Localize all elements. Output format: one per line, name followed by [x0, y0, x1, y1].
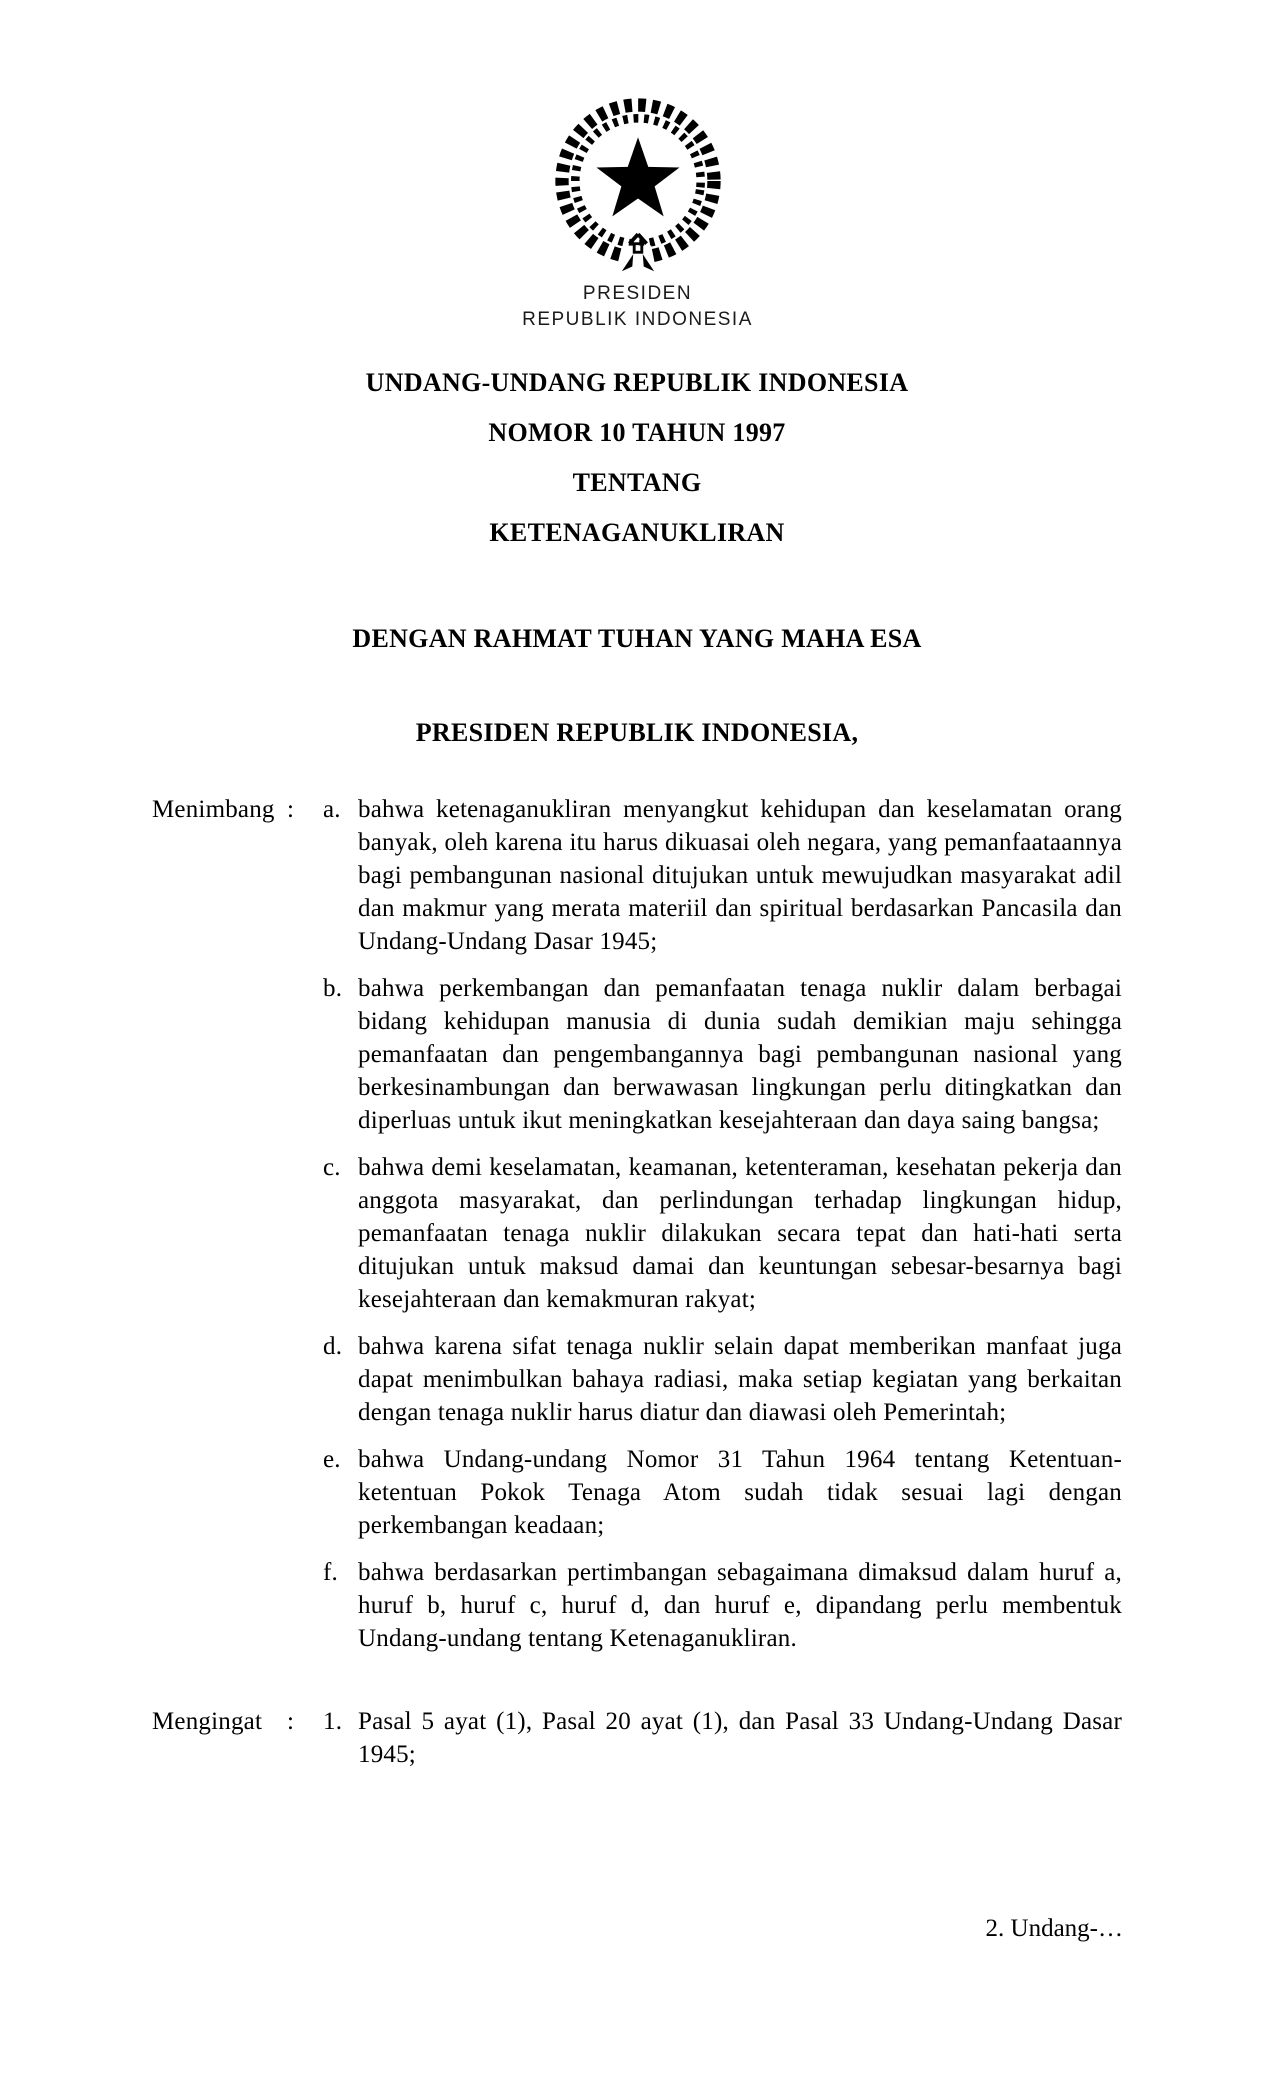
recalling-colon: : [287, 1708, 295, 1735]
item-text: bahwa berdasarkan pertimbangan sebagaimana dimaksud dalam huruf a, huruf b, huruf c, huruf d, dan huruf e, dipandang perlu membentuk Undang-undang tentang Ketenaganukliran. [358, 1559, 1122, 1652]
considering-item-f [323, 1556, 1122, 1655]
item-marker: f. [323, 1559, 338, 1586]
item-text: bahwa ketenaganukliran menyangkut kehidupan dan keselamatan orang banyak, oleh karena itu harus dikuasai oleh negara, yang pemanfaataannya bagi pembangunan nasional ditujukan untuk mewujudkan masyarakat adil dan makmur yang merata materiil dan spiritual berdasarkan Pancasila dan Undang-Undang Dasar 1945; [358, 796, 1122, 955]
considering-section [152, 793, 1122, 1655]
recalling-items [323, 1705, 1122, 1771]
letterhead [0, 0, 1275, 333]
item-text: Pasal 5 ayat (1), Pasal 20 ayat (1), dan Pasal 33 Undang-Undang Dasar 1945; [358, 1708, 1122, 1768]
considering-item-a [323, 793, 1122, 958]
document-body [0, 369, 1275, 1771]
considering-label: Menimbang [152, 796, 275, 823]
item-text: bahwa Undang-undang Nomor 31 Tahun 1964 tentang Ketentuan-ketentuan Pokok Tenaga Atom sudah tidak sesuai lagi dengan perkembangan keadaan; [358, 1446, 1122, 1539]
recalling-section [152, 1705, 1122, 1771]
item-marker: d. [323, 1333, 343, 1360]
recalling-label: Mengingat [152, 1708, 263, 1735]
title-block [152, 369, 1122, 547]
considering-item-b [323, 972, 1122, 1137]
considering-items [323, 793, 1122, 1655]
republik-indonesia-label: REPUBLIK INDONESIA [522, 309, 753, 330]
recalling-item-1 [323, 1705, 1122, 1771]
law-number: NOMOR 10 TAHUN 1997 [488, 418, 786, 447]
item-marker: 1. [323, 1708, 343, 1735]
law-subject: KETENAGANUKLIRAN [489, 518, 785, 547]
considering-colon: : [287, 796, 295, 823]
considering-item-d [323, 1330, 1122, 1429]
presiden-label: PRESIDEN [582, 283, 693, 304]
considering-item-e [323, 1443, 1122, 1542]
item-text: bahwa karena sifat tenaga nuklir selain dapat memberikan manfaat juga dapat menimbulkan bahaya radiasi, maka setiap kegiatan yang berkaitan dengan tenaga nuklir harus diatur dan diawasi oleh Pemerintah; [358, 1333, 1122, 1426]
item-marker: e. [323, 1446, 341, 1473]
item-marker: a. [323, 796, 341, 823]
issuer-line: PRESIDEN REPUBLIK INDONESIA, [415, 718, 859, 747]
presidential-emblem-icon [543, 86, 733, 276]
item-marker: b. [323, 975, 343, 1002]
law-title: UNDANG-UNDANG REPUBLIK INDONESIA [365, 368, 909, 397]
page-continuation-marker: 2. Undang-… [985, 1915, 1123, 1942]
considering-item-c [323, 1151, 1122, 1316]
item-marker: c. [323, 1154, 341, 1181]
invocation-line: DENGAN RAHMAT TUHAN YANG MAHA ESA [352, 624, 922, 653]
item-text: bahwa demi keselamatan, keamanan, ketenteraman, kesehatan pekerja dan anggota masyarakat, dan perlindungan terhadap lingkungan hidup, pemanfaatan tenaga nuklir dilakukan secara tepat dan hati-hati serta ditujukan untuk maksud damai dan keuntungan sebesar-besarnya bagi kesejahteraan dan kemakmuran rakyat; [358, 1154, 1122, 1313]
item-text: bahwa perkembangan dan pemanfaatan tenaga nuklir dalam berbagai bidang kehidupan manusia di dunia sudah demikian maju sehingga pemanfaatan dan pengembangannya bagi pembangunan nasional yang berkesinambungan dan berwawasan lingkungan perlu ditingkatkan dan diperluas untuk ikut meningkatkan kesejahteraan dan daya saing bangsa; [358, 975, 1122, 1134]
tentang-label: TENTANG [572, 468, 702, 497]
